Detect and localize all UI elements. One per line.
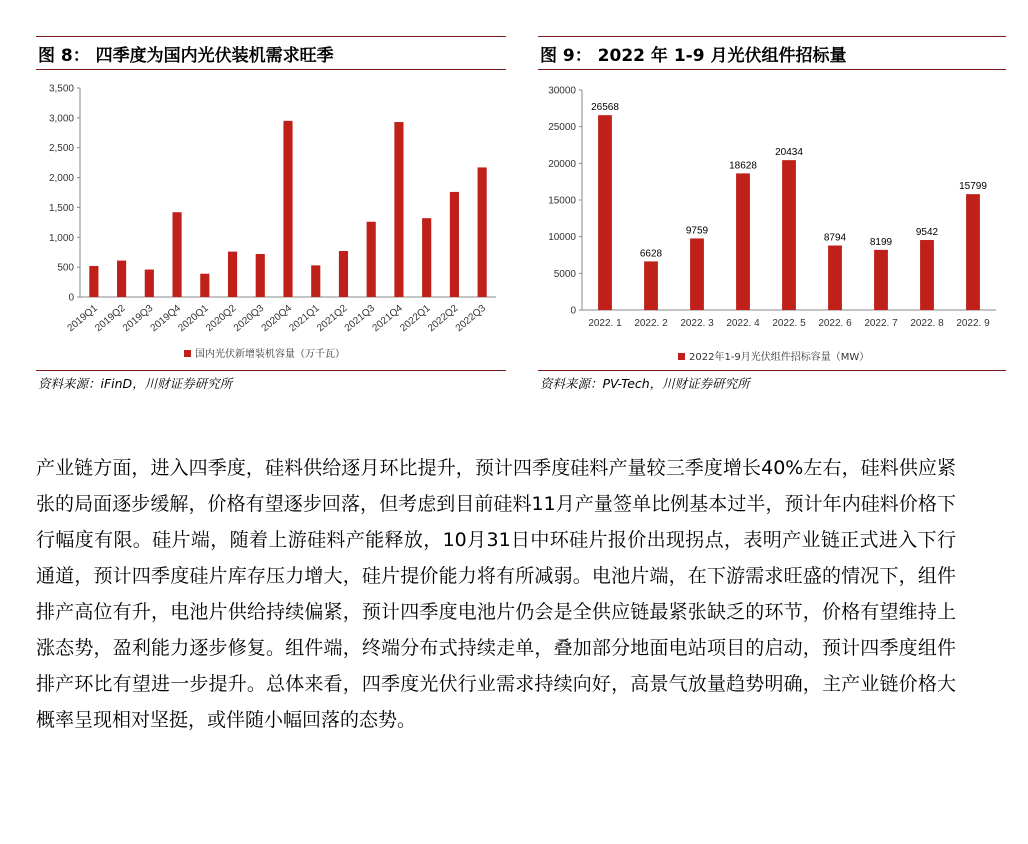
- figure-9-source: 资料来源：PV-Tech，川财证券研究所: [540, 376, 750, 391]
- legend: [184, 347, 345, 360]
- data-label: 20434: [775, 147, 803, 159]
- y-tick-label: 5000: [553, 268, 576, 280]
- y-tick-label: 1,000: [48, 232, 74, 244]
- bar: [228, 252, 237, 297]
- data-label: 9759: [685, 225, 709, 237]
- bar: [644, 261, 658, 310]
- y-tick-label: 10000: [548, 232, 576, 244]
- data-label: 26568: [591, 102, 619, 114]
- y-tick-label: 0: [68, 292, 74, 304]
- x-tick-label: 2021Q1: [287, 302, 322, 335]
- bar: [598, 115, 612, 310]
- x-tick-label: 2020Q2: [204, 302, 239, 335]
- bar: [782, 160, 796, 310]
- bar: [394, 122, 403, 297]
- x-tick-label: 2022. 6: [818, 318, 852, 329]
- x-tick-label: 2022. 3: [680, 318, 714, 329]
- x-tick-label: 2021Q3: [342, 302, 378, 335]
- bar: [89, 266, 98, 297]
- data-label: 8794: [823, 232, 847, 244]
- y-tick-label: 2,000: [48, 173, 74, 185]
- y-tick-label: 1,500: [48, 202, 74, 214]
- bar: [450, 192, 459, 297]
- x-tick-label: 2019Q3: [120, 302, 156, 335]
- bar: [339, 251, 348, 297]
- x-tick-label: 2022Q3: [453, 302, 489, 335]
- x-tick-label: 2022. 9: [956, 318, 990, 329]
- figure-8-title: 图 8： 四季度为国内光伏装机需求旺季: [36, 36, 506, 70]
- x-tick-label: 2019Q1: [65, 302, 100, 335]
- data-label: 9542: [915, 227, 939, 239]
- x-tick-label: 2022. 7: [864, 318, 898, 329]
- data-label: 18628: [729, 160, 757, 172]
- x-tick-label: 2020Q3: [231, 302, 267, 335]
- bar: [920, 240, 934, 310]
- y-tick-label: 0: [570, 305, 576, 317]
- y-tick-label: 2,500: [48, 143, 74, 155]
- y-tick-label: 20000: [548, 158, 576, 170]
- figure-8: [36, 36, 506, 392]
- bar: [200, 274, 209, 297]
- legend: [678, 350, 869, 363]
- y-tick-label: 3,000: [48, 113, 74, 125]
- bar: [690, 238, 704, 310]
- x-tick-label: 2022Q1: [398, 302, 433, 335]
- figure-9-svg: [538, 70, 1006, 370]
- y-tick-label: 30000: [548, 85, 576, 97]
- y-tick-label: 25000: [548, 122, 576, 134]
- bar: [367, 222, 376, 297]
- x-tick-label: 2020Q4: [259, 302, 294, 335]
- bar: [422, 218, 431, 297]
- x-tick-label: 2022. 5: [772, 318, 806, 329]
- legend-swatch: [184, 350, 191, 357]
- data-label: 15799: [959, 181, 987, 193]
- bar: [736, 173, 750, 310]
- figure-9-title: 图 9： 2022 年 1-9 月光伏组件招标量: [538, 36, 1006, 70]
- bar: [283, 121, 292, 297]
- x-tick-label: 2022. 1: [588, 318, 622, 329]
- y-tick-label: 15000: [548, 195, 576, 207]
- data-label: 8199: [869, 236, 893, 248]
- x-tick-label: 2022. 8: [910, 318, 944, 329]
- figure-8-svg: [36, 70, 506, 370]
- figure-8-source: 资料来源：iFinD，川财证券研究所: [38, 376, 233, 391]
- bar: [874, 250, 888, 310]
- bar: [311, 265, 320, 297]
- figure-8-chart: [36, 70, 506, 371]
- data-label: 6628: [639, 248, 663, 260]
- legend-label: 国内光伏新增装机容量（万千瓦）: [195, 349, 345, 360]
- bar: [117, 261, 126, 297]
- legend-label: 2022年1-9月光伏组件招标容量（MW）: [689, 352, 870, 363]
- x-tick-label: 2019Q2: [93, 302, 128, 335]
- figure-9-chart: [538, 70, 1006, 371]
- y-tick-label: 3,500: [48, 83, 74, 95]
- x-tick-label: 2020Q1: [176, 302, 211, 335]
- legend-swatch: [678, 353, 685, 360]
- x-tick-label: 2022. 4: [726, 318, 760, 329]
- bar: [145, 270, 154, 297]
- bar: [478, 167, 487, 297]
- bar: [828, 246, 842, 310]
- body-paragraph: 产业链方面，进入四季度，硅料供给逐月环比提升，预计四季度硅料产量较三季度增长40%左右，硅料供应紧张的局面逐步缓解，价格有望逐步回落，但考虑到目前硅料11月产量签单比例基本过半，预计年内硅料价格下行幅度有限。硅片端，随着上游硅料产能释放，10月31日中环硅片报价出现拐点，表明产业链正式进入下行通道，预计四季度硅片库存压力增大，硅片提价能力将有所减弱。电池片端，在下游需求旺盛的情况下，组件排产高位有升，电池片供给持续偏紧，预计四季度电池片仍会是全供应链最紧张缺乏的环节，价格有望维持上涨态势，盈利能力逐步修复。组件端，终端分布式持续走单，叠加部分地面电站项目的启动，预计四季度组件排产环比有望进一步提升。总体来看，四季度光伏行业需求持续向好，高景气放量趋势明确，主产业链价格大概率呈现相对坚挺，或伴随小幅回落的态势。: [36, 457, 956, 731]
- x-tick-label: 2019Q4: [148, 302, 183, 335]
- figure-9: [538, 36, 1006, 392]
- y-tick-label: 500: [57, 262, 74, 274]
- bar: [966, 194, 980, 310]
- x-tick-label: 2021Q2: [315, 302, 350, 335]
- x-tick-label: 2022. 2: [634, 318, 668, 329]
- bar: [256, 254, 265, 297]
- x-tick-label: 2021Q4: [370, 302, 405, 335]
- x-tick-label: 2022Q2: [425, 302, 461, 335]
- bar: [172, 212, 181, 297]
